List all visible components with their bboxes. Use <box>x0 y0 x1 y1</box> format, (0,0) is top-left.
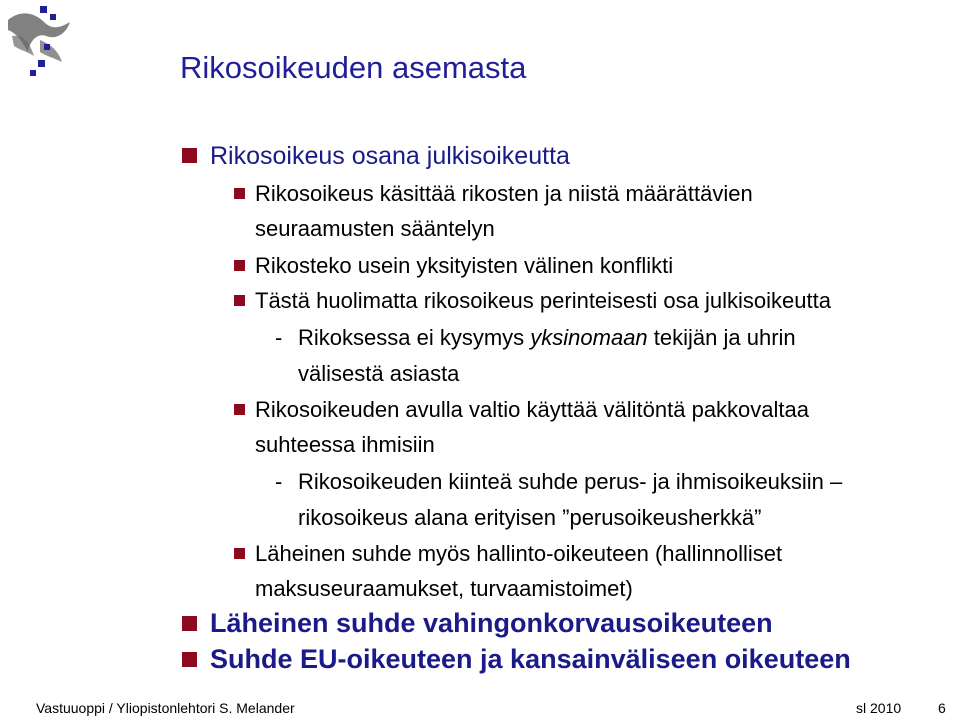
square-bullet-icon <box>182 616 197 631</box>
subbullet-not-only <box>298 325 796 351</box>
slide-title: Rikosoikeuden asemasta <box>180 50 527 85</box>
square-bullet-icon <box>234 404 245 415</box>
bullet-nevertheless: Tästä huolimatta rikosoikeus perinteisesti osa julkisoikeutta <box>255 288 831 313</box>
bullet-tort-law: Läheinen suhde vahingonkorvausoikeuteen <box>210 608 773 638</box>
bullet-conflict: Rikosteko usein yksityisten välinen konflikti <box>255 253 674 278</box>
subbullet-not-only-emphasis: yksinomaan <box>530 325 648 350</box>
footer-course-author: Vastuuoppi / Yliopistonlehtori S. Melander <box>36 700 295 716</box>
bullet-state-power-line1: Rikosoikeuden avulla valtio käyttää välitöntä pakkovaltaa <box>255 397 809 422</box>
square-bullet-icon <box>182 148 197 163</box>
subbullet-human-rights-line1: Rikosoikeuden kiinteä suhde perus- ja ihmisoikeuksiin – <box>298 469 843 494</box>
bullet-admin-law-line1: Läheinen suhde myös hallinto-oikeuteen (hallinnolliset <box>255 541 783 566</box>
bullet-admin-law-line2: maksuseuraamukset, turvaamistoimet) <box>255 576 633 601</box>
bullet-public-law: Rikosoikeus osana julkisoikeutta <box>210 142 570 170</box>
square-bullet-icon <box>234 548 245 559</box>
footer-page-number: 6 <box>938 700 946 716</box>
subbullet-not-only-pre: Rikoksessa ei kysymys <box>298 325 531 350</box>
bullet-eu-law: Suhde EU-oikeuteen ja kansainväliseen oikeuteen <box>210 644 851 674</box>
subbullet-not-only-line2: välisestä asiasta <box>298 361 460 386</box>
square-bullet-icon <box>234 188 245 199</box>
bullet-scope-line2: seuraamusten sääntelyn <box>255 216 495 241</box>
footer-date: sl 2010 <box>856 700 902 716</box>
dash-marker: - <box>275 325 283 350</box>
square-bullet-icon <box>182 652 197 667</box>
square-bullet-icon <box>234 295 245 306</box>
bullet-state-power-line2: suhteessa ihmisiin <box>255 432 435 457</box>
bullet-scope-line1: Rikosoikeus käsittää rikosten ja niistä määrättävien <box>255 181 753 206</box>
dash-marker: - <box>275 469 283 494</box>
subbullet-human-rights-line2: rikosoikeus alana erityisen ”perusoikeusherkkä” <box>298 505 762 530</box>
square-bullet-icon <box>234 260 245 271</box>
subbullet-not-only-post: tekijän ja uhrin <box>647 325 796 350</box>
